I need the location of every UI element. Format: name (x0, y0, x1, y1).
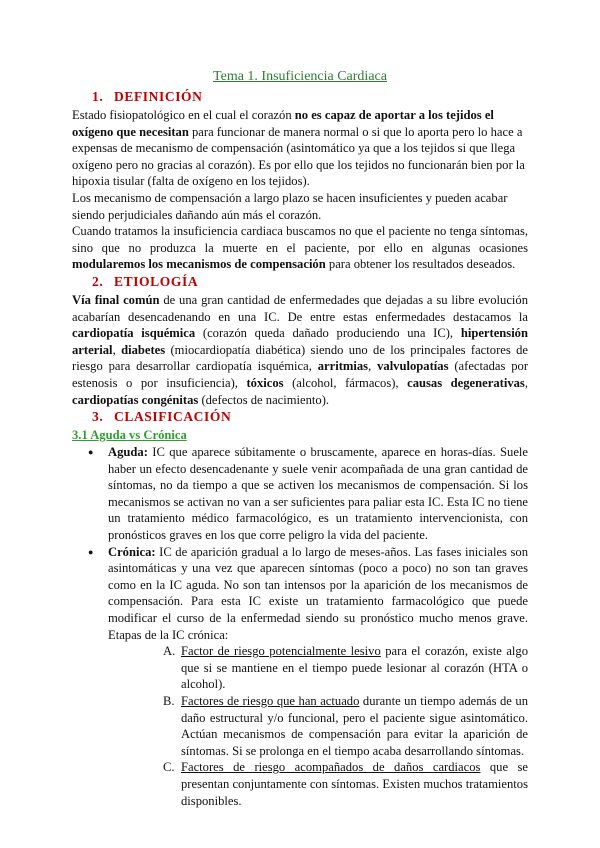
classification-list (72, 444, 528, 809)
etapas-list (108, 643, 528, 809)
etapa-item: B. Factores de riesgo que han actuado durante un tiempo además de un daño estructural y/o funcional, pero el paciente sigue asintomático. Actúan mecanismos de compensación para evitar la aparición de síntomas. Si se prolonga en el tiempo acaba desarrollando síntomas. (163, 694, 528, 758)
section-heading-etiologia: 2. ETIOLOGÍA (92, 273, 199, 289)
subsection-heading-aguda-cronica: 3.1 Aguda vs Crónica (72, 428, 187, 443)
etiologia-paragraph: Vía final común de una gran cantidad de enfermedades que dejadas a su libre evolución acabarían desencadenando en una IC. De entre estas enfermedades destacamos la cardiopatía isquémica (corazón queda dañado produciendo una IC), hipertensión arterial, diabetes (miocardiopatía diabética) siendo uno de los principales factores de riesgo para desarrollar cardiopatía isquémica, arritmias, valvulopatías (afectadas por estenosis o por insuficiencia), tóxicos (alcohol, fármacos), causas degenerativas, cardiopatías congénitas (defectos de nacimiento). (72, 292, 529, 407)
definicion-paragraph-3: Cuando tratamos la insuficiencia cardiaca buscamos no que el paciente no tenga síntomas, sino que no produzca la muerte en el paciente, por ello en algunas ocasiones modularemos los mecanismos de compensación para obtener los resultados deseados. (72, 224, 528, 272)
section-heading-definicion: 1. DEFINICIÓN (92, 89, 203, 104)
section-heading-clasificacion: 3. CLASIFICACIÓN (92, 409, 232, 425)
document-page (72, 68, 528, 809)
definicion-paragraph-1: Estado fisiopatológico en el cual el corazón no es capaz de aportar a los tejidos el oxígeno que necesitan para funcionar de manera normal o si que lo aporta pero lo hace a expensas de mecanismo de compensación (asintomático ya que a los tejidos si que llega oxígeno pero no gracias al corazón). Es por ello que los tejidos no funcionarán bien por la hipoxia tisular (falta de oxígeno en los tejidos). (72, 108, 525, 189)
list-item-aguda: ● Aguda: IC que aparece súbitamente o bruscamente, aparece en horas-días. Suele haber un efecto desencadenante y suele venir acompañada de una gran cantidad de síntomas, no da tiempo a que se activen los mecanismos de compensación. Si los mecanismos se activan no van a ser suficientes para paliar esta IC. Esta IC no tiene un tratamiento médico farmacológico, es un tratamiento intervencionista, con pronósticos graves en los que corre peligro la vida del paciente. (72, 444, 528, 544)
document-title: Tema 1. Insuficiencia Cardiaca (213, 69, 387, 84)
etapa-item: A. Factor de riesgo potencialmente lesivo para el corazón, existe algo que si se mantiene en el tiempo puede lesionar al corazón (HTA o alcohol). (163, 644, 528, 692)
definicion-paragraph-2: Los mecanismo de compensación a largo plazo se hacen insuficientes y pueden acabar siendo perjudiciales dañando aún más el corazón. (72, 190, 508, 222)
etapa-item: C. Factores de riesgo acompañados de daños cardiacos que se presentan conjuntamente con síntomas. Existen muchos tratamientos disponibles. (163, 760, 528, 808)
list-item-cronica: ● Crónica: IC de aparición gradual a lo largo de meses-años. Las fases iniciales son asintomáticas y una vez que aparecen síntomas (poco a poco) no son tan graves como en la IC aguda. No son tan intensos por la aparición de los mecanismos de compensación. Para esta IC existe un tratamiento farmacológico que puede modificar el curso de la enfermedad siendo su pronóstico mucho menos grave. Etapas de la IC crónica: A. Factor de riesgo potencialmente lesivo para el corazón, existe algo que si se mantiene en el tiempo puede lesionar al corazón (HTA o alcohol). B. Factores de riesgo que han actuado durante un tiempo además de un daño estructural y/o funcional, pero el paciente sigue asintomático. Actúan mecanismos de compensación para evitar la aparición de síntomas. Si se prolonga en el tiempo acaba desarrollando síntomas. C. Factores de riesgo acompañados de daños cardiacos que se presentan conjuntamente con síntomas. Existen muchos tratamientos disponibles. (72, 544, 528, 810)
